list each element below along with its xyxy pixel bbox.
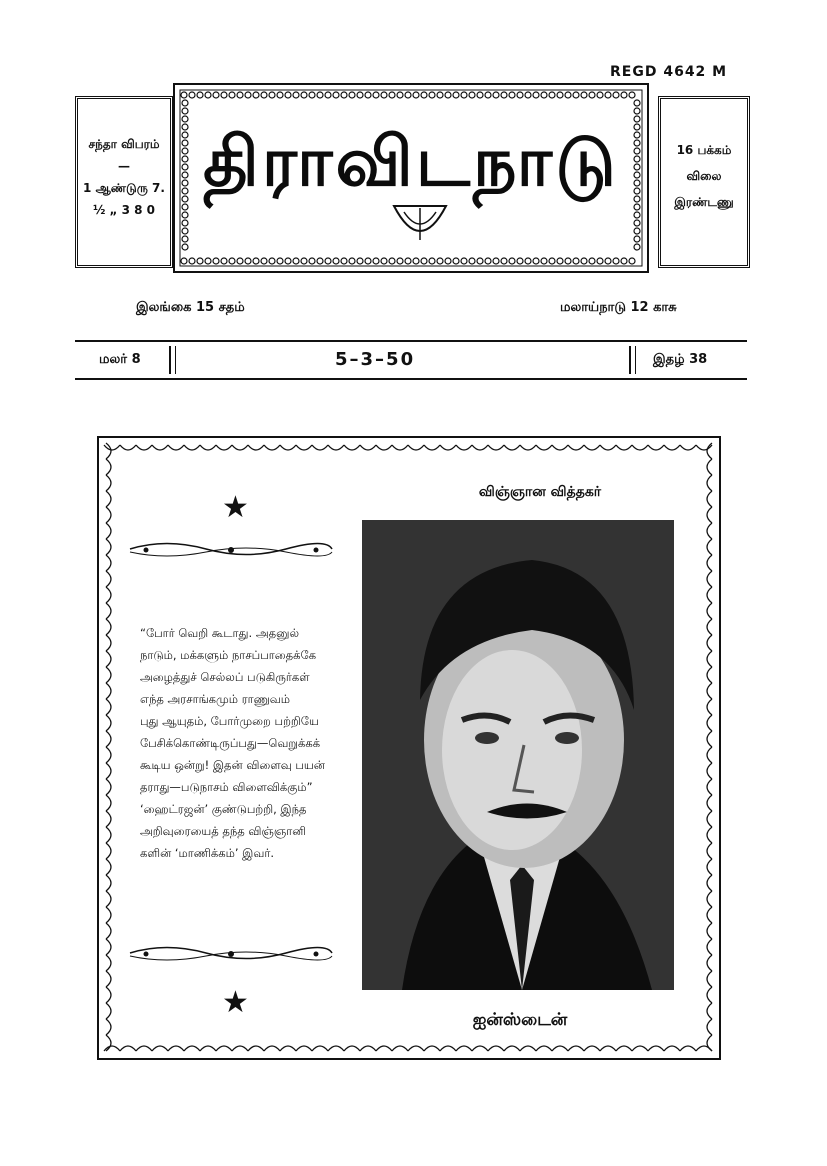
quote-line: பேசிக்கொண்டிருப்பது—வெறுக்கக்	[140, 736, 321, 750]
star-icon: ★	[222, 985, 249, 1020]
einstein-quote	[140, 622, 340, 864]
price-box	[658, 96, 750, 268]
ceylon-price: இலங்கை 15 சதம்	[136, 300, 245, 315]
issue-number: இதழ் 38	[653, 352, 708, 367]
ornament-divider-top	[126, 538, 336, 560]
issue-divider	[169, 346, 176, 374]
malaya-price: மலாய்நாடு 12 காசு	[560, 300, 677, 315]
volume-label: மலர் 8	[99, 352, 141, 367]
subscription-box	[75, 96, 173, 268]
quote-line: களின் ‘மாணிக்கம்’ இவர்.	[140, 846, 275, 860]
quote-line: அழைத்துச் செல்லப் படுகிருர்கள்	[140, 670, 310, 684]
page-count: 16 பக்கம்	[676, 143, 732, 157]
quote-line: புது ஆயுதம், போர்முறை பற்றியே	[140, 714, 319, 728]
issue-bar	[75, 340, 747, 380]
portrait-illustration	[362, 520, 674, 990]
issue-date: 5–3–50	[335, 349, 416, 370]
price-value: இரண்டணு	[674, 195, 734, 209]
quote-line: கூடிய ஒன்று! இதன் விளைவு பயன்	[140, 758, 325, 772]
quote-line: “போர் வெறி கூடாது. அதனுல்	[140, 626, 299, 640]
quote-line: எந்த அரசாங்கமும் ராணுவம்	[140, 692, 291, 706]
photo-caption-top: விஞ்ஞான வித்தகர்	[478, 484, 602, 500]
quote-line: அறிவுரையைத் தந்த விஞ்ஞானி	[140, 824, 306, 838]
globe-icon	[390, 196, 450, 256]
subscription-half: ½ „ 3 8 0	[92, 203, 156, 217]
registration-number: REGD 4642 M	[610, 64, 728, 80]
quote-line: நாடும், மக்களும் நாசப்பாதைக்கே	[140, 648, 317, 662]
ornament-divider-bottom	[126, 942, 336, 964]
subscription-annual: 1 ஆண்டுரு 7.	[83, 181, 165, 195]
subscription-dash: —	[118, 159, 130, 173]
photo-caption-name: ஐன்ஸ்டைன்	[472, 1010, 568, 1030]
subscription-heading: சந்தா விபரம்	[88, 137, 160, 151]
newspaper-title: திராவிடநாடு	[203, 122, 619, 202]
star-icon: ★	[222, 490, 249, 525]
price-label: விலை	[686, 169, 722, 183]
quote-line: ‘ஹைட்ரஜன்’ குண்டுபற்றி, இந்த	[140, 802, 307, 816]
issue-divider	[629, 346, 636, 374]
portrait-photo	[362, 520, 674, 990]
quote-line: தராது—படுநாசம் விளைவிக்கும்”	[140, 780, 313, 794]
masthead	[168, 78, 654, 278]
